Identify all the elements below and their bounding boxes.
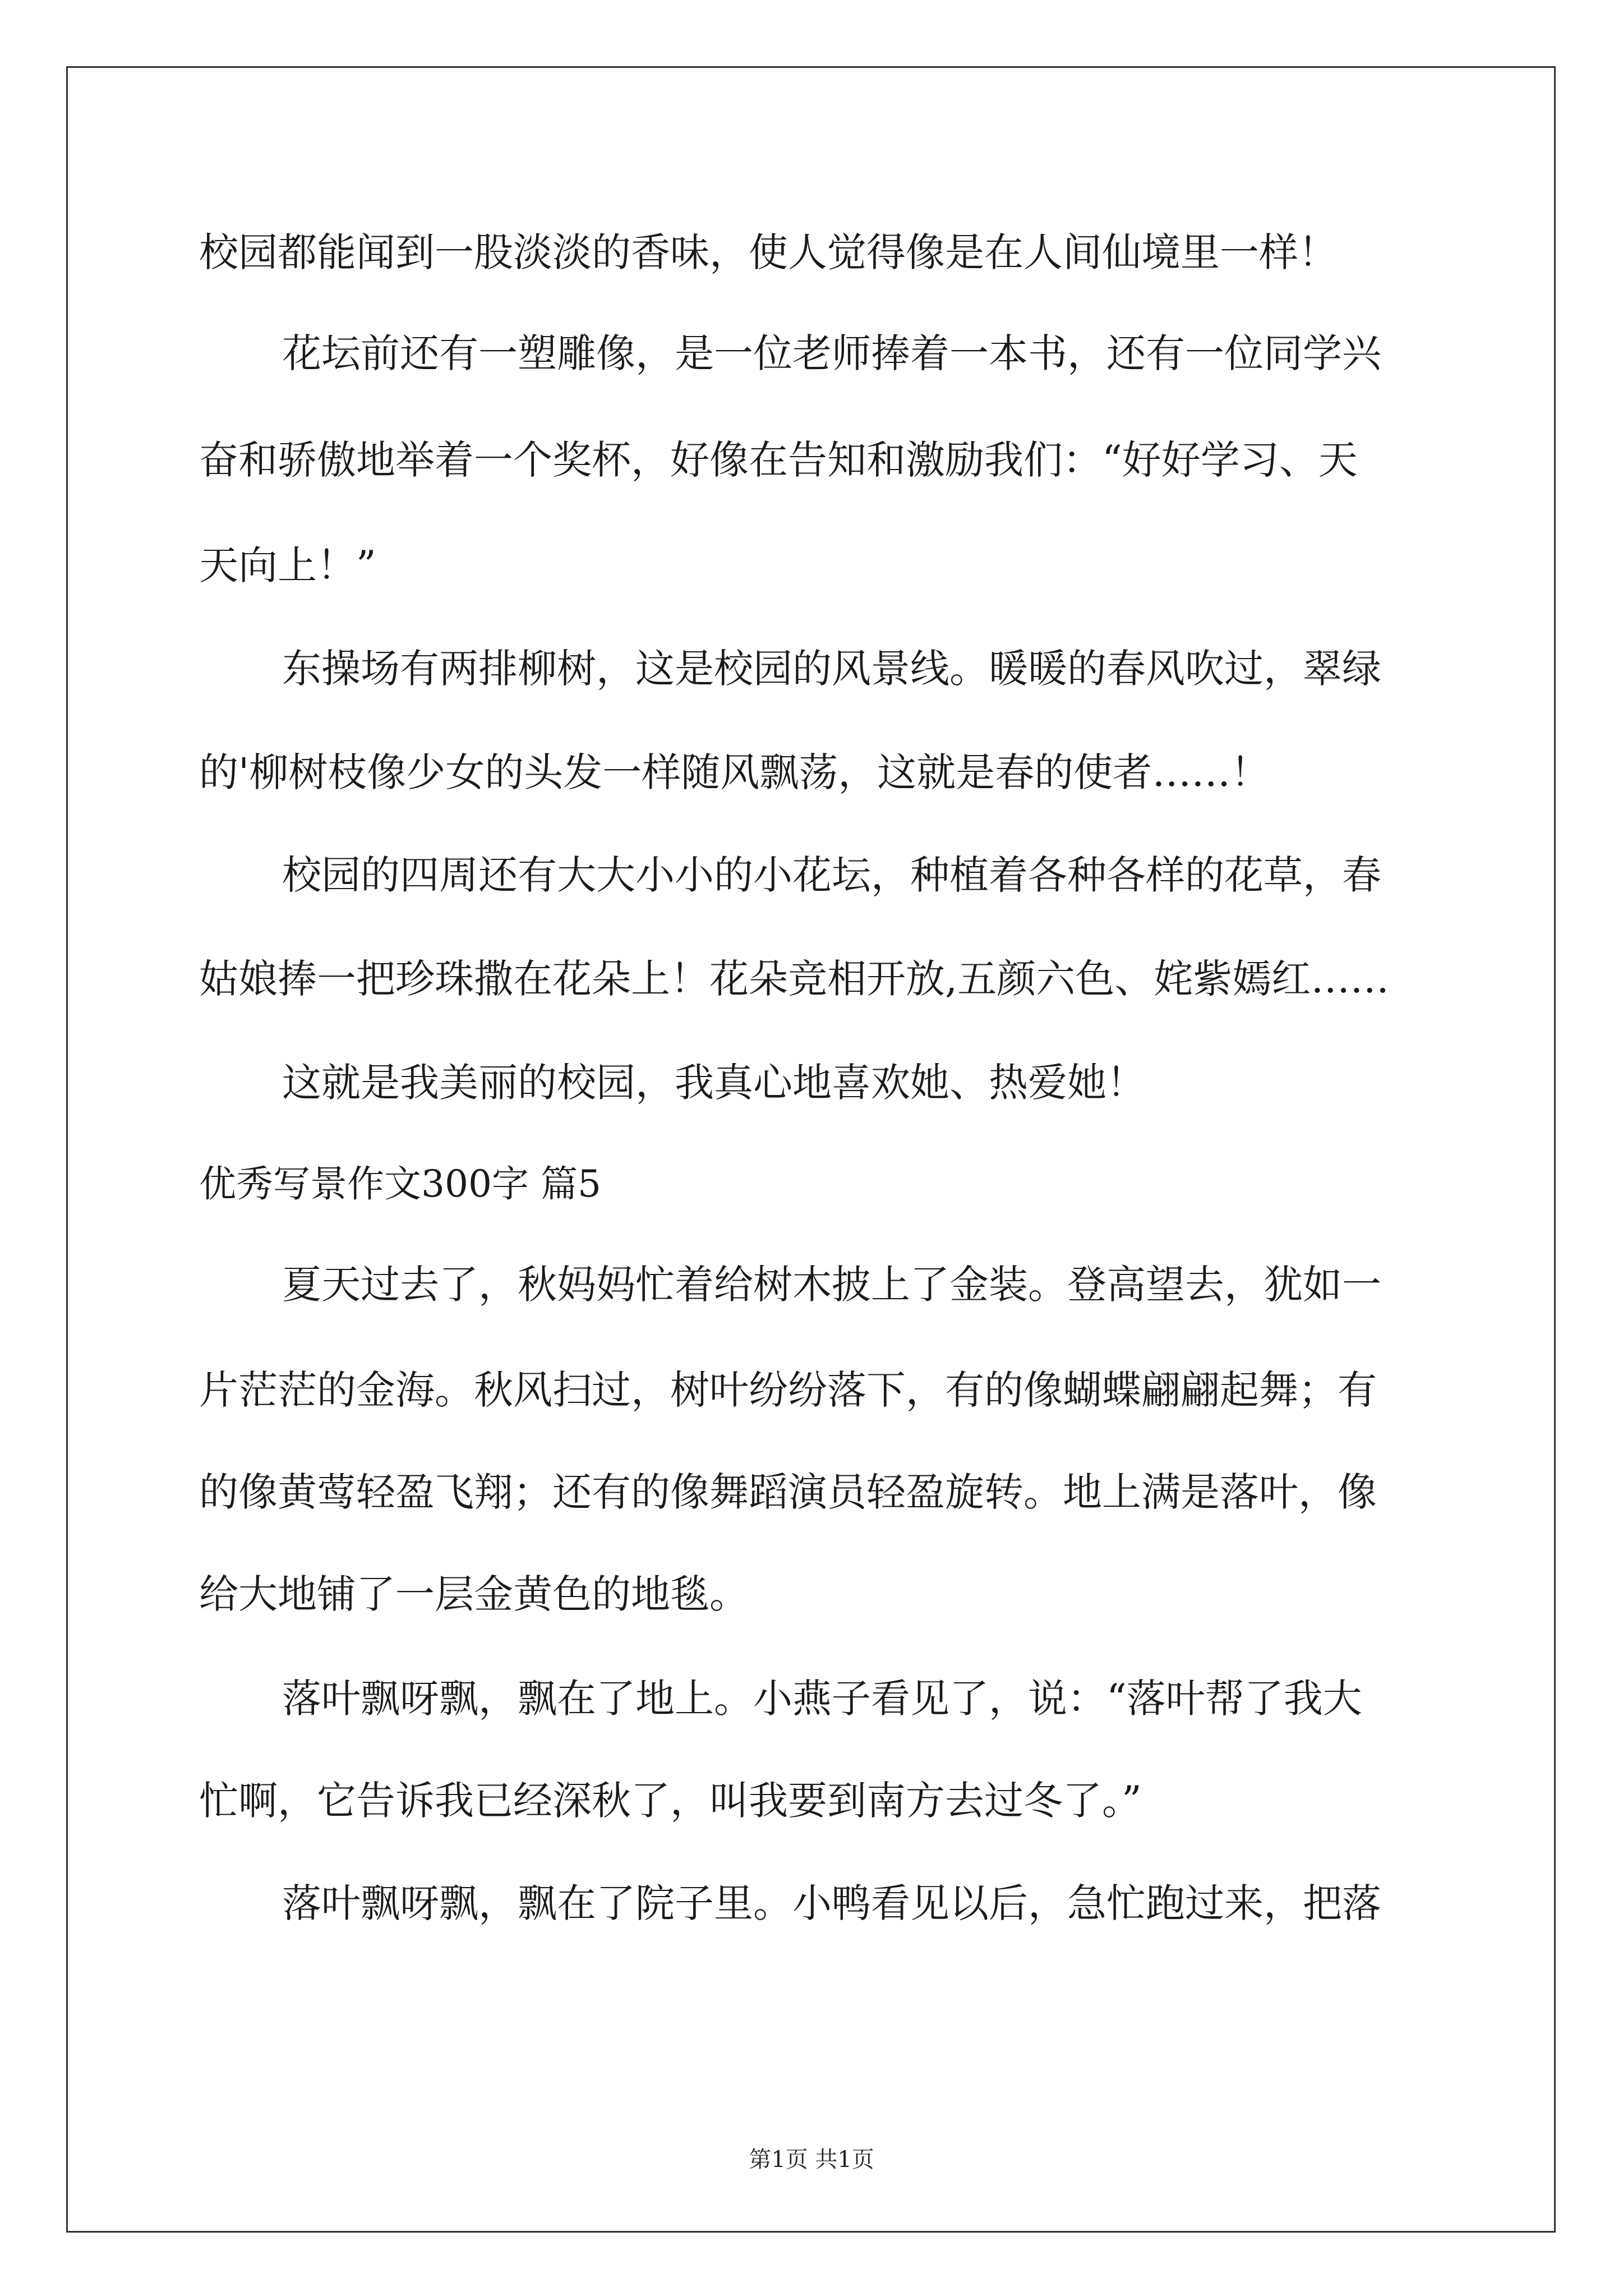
text-line: 姑娘捧一把珍珠撒在花朵上！花朵竞相开放,五颜六色、姹紫嫣红…… xyxy=(199,956,1390,1002)
text-line: 忙啊，它告诉我已经深秋了，叫我要到南方去过冬了。” xyxy=(199,1778,1142,1824)
text-line: 校园的四周还有大大小小的小花坛，种植着各种各样的花草，春 xyxy=(282,852,1381,898)
text-line: 校园都能闻到一股淡淡的香味，使人觉得像是在人间仙境里一样！ xyxy=(199,229,1338,275)
section-heading: 优秀写景作文300字 篇5 xyxy=(199,1162,601,1205)
text-line: 花坛前还有一塑雕像，是一位老师捧着一本书，还有一位同学兴 xyxy=(282,330,1381,376)
page-footer: 第1页 共1页 xyxy=(749,2147,874,2173)
text-line: 的像黄莺轻盈飞翔；还有的像舞蹈演员轻盈旋转。地上满是落叶，像 xyxy=(199,1469,1377,1515)
text-line: 落叶飘呀飘，飘在了地上。小燕子看见了，说：“落叶帮了我大 xyxy=(282,1676,1362,1722)
text-line: 夏天过去了，秋妈妈忙着给树木披上了金装。登高望去，犹如一 xyxy=(282,1262,1381,1308)
text-line: 片茫茫的金海。秋风扫过，树叶纷纷落下，有的像蝴蝶翩翩起舞；有 xyxy=(199,1367,1377,1413)
text-line: 的'柳树枝像少女的头发一样随风飘荡，这就是春的使者……！ xyxy=(199,749,1270,795)
text-line: 东操场有两排柳树，这是校园的风景线。暖暖的春风吹过，翠绿 xyxy=(282,646,1381,692)
text-line: 这就是我美丽的校园，我真心地喜欢她、热爱她！ xyxy=(282,1060,1146,1106)
text-line: 给大地铺了一层金黄色的地毯。 xyxy=(199,1571,749,1617)
text-line: 落叶飘呀飘，飘在了院子里。小鸭看见以后，急忙跑过来，把落 xyxy=(282,1880,1381,1926)
text-line: 天向上！” xyxy=(199,542,376,588)
text-line: 奋和骄傲地举着一个奖杯，好像在告知和激励我们：“好好学习、天 xyxy=(199,437,1358,483)
